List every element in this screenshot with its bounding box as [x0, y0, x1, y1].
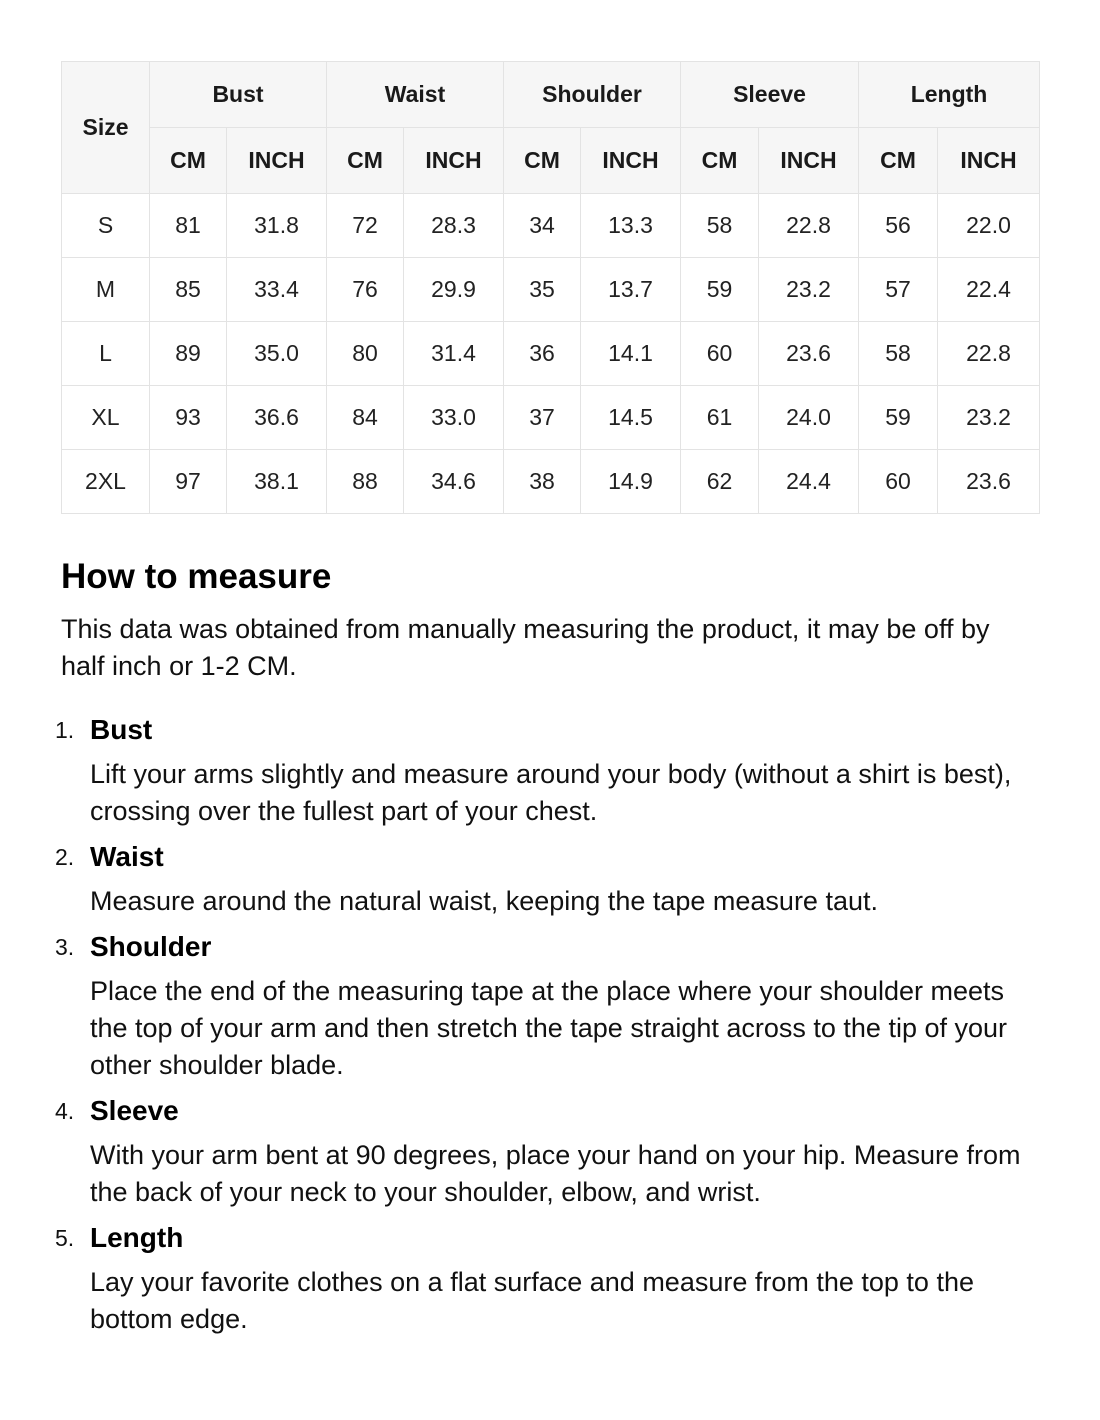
value-cell: 38.1: [227, 450, 327, 514]
step-title: Waist: [90, 841, 164, 872]
value-cell: 23.2: [759, 258, 859, 322]
list-item: [55, 1092, 1039, 1211]
size-cell: L: [62, 322, 150, 386]
value-cell: 56: [859, 194, 938, 258]
list-item: [55, 928, 1039, 1084]
size-cell: XL: [62, 386, 150, 450]
step-title: Bust: [90, 714, 153, 745]
unit-header-inch: INCH: [759, 128, 859, 194]
value-cell: 14.1: [581, 322, 681, 386]
value-cell: 33.4: [227, 258, 327, 322]
value-cell: 36.6: [227, 386, 327, 450]
measure-steps-list: [55, 711, 1039, 1346]
bust-group-header: Bust: [150, 62, 327, 128]
table-row: [62, 386, 1040, 450]
size-column-header: Size: [62, 62, 150, 194]
value-cell: 14.9: [581, 450, 681, 514]
step-number: 5.: [55, 1225, 75, 1251]
value-cell: 76: [327, 258, 404, 322]
unit-header-cm: CM: [327, 128, 404, 194]
header-unit-row: [62, 128, 1040, 194]
value-cell: 28.3: [404, 194, 504, 258]
how-to-measure-title: How to measure: [61, 557, 332, 596]
size-guide: [55, 61, 1039, 1334]
unit-header-cm: CM: [150, 128, 227, 194]
unit-header-inch: INCH: [938, 128, 1040, 194]
value-cell: 22.0: [938, 194, 1040, 258]
table-row: [62, 450, 1040, 514]
unit-header-cm: CM: [504, 128, 581, 194]
value-cell: 89: [150, 322, 227, 386]
step-number: 4.: [55, 1098, 75, 1124]
step-number: 3.: [55, 934, 75, 960]
list-item: [55, 1219, 1039, 1338]
value-cell: 31.8: [227, 194, 327, 258]
value-cell: 58: [681, 194, 759, 258]
value-cell: 34: [504, 194, 581, 258]
value-cell: 37: [504, 386, 581, 450]
value-cell: 88: [327, 450, 404, 514]
value-cell: 13.3: [581, 194, 681, 258]
table-header: [62, 62, 1040, 194]
value-cell: 60: [859, 450, 938, 514]
waist-group-header: Waist: [327, 62, 504, 128]
value-cell: 57: [859, 258, 938, 322]
value-cell: 35.0: [227, 322, 327, 386]
value-cell: 14.5: [581, 386, 681, 450]
value-cell: 22.8: [759, 194, 859, 258]
size-cell: S: [62, 194, 150, 258]
table-row: [62, 258, 1040, 322]
unit-header-inch: INCH: [581, 128, 681, 194]
value-cell: 59: [859, 386, 938, 450]
step-number: 2.: [55, 844, 75, 870]
value-cell: 85: [150, 258, 227, 322]
table-row: [62, 194, 1040, 258]
step-description: Place the end of the measuring tape at the place where your shoulder meets the top of your arm and then stretch the tape straight across to the tip of your other shoulder blade.: [90, 976, 1008, 1080]
unit-header-inch: INCH: [404, 128, 504, 194]
value-cell: 62: [681, 450, 759, 514]
size-chart-table: [61, 61, 1040, 514]
list-item: [55, 838, 1039, 920]
unit-header-inch: INCH: [227, 128, 327, 194]
unit-header-cm: CM: [859, 128, 938, 194]
value-cell: 23.6: [759, 322, 859, 386]
value-cell: 72: [327, 194, 404, 258]
table-row: [62, 322, 1040, 386]
step-description: With your arm bent at 90 degrees, place your hand on your hip. Measure from the back of your neck to your shoulder, elbow, and wrist.: [90, 1140, 1021, 1207]
step-description: Lay your favorite clothes on a flat surface and measure from the top to the bottom edge.: [90, 1267, 974, 1334]
step-description: Lift your arms slightly and measure around your body (without a shirt is best), crossing over the fullest part of your chest.: [90, 759, 1012, 826]
unit-header-cm: CM: [681, 128, 759, 194]
value-cell: 13.7: [581, 258, 681, 322]
value-cell: 84: [327, 386, 404, 450]
step-title: Sleeve: [90, 1095, 179, 1126]
value-cell: 33.0: [404, 386, 504, 450]
value-cell: 34.6: [404, 450, 504, 514]
value-cell: 22.8: [938, 322, 1040, 386]
value-cell: 61: [681, 386, 759, 450]
step-title: Shoulder: [90, 931, 212, 962]
value-cell: 59: [681, 258, 759, 322]
step-title: Length: [90, 1222, 184, 1253]
sleeve-group-header: Sleeve: [681, 62, 859, 128]
header-group-row: [62, 62, 1040, 128]
value-cell: 22.4: [938, 258, 1040, 322]
list-item: [55, 711, 1039, 830]
value-cell: 80: [327, 322, 404, 386]
size-cell: 2XL: [62, 450, 150, 514]
measure-intro-text: This data was obtained from manually measuring the product, it may be off by half inch or 1-2 CM.: [61, 614, 990, 681]
value-cell: 23.6: [938, 450, 1040, 514]
table-body: [62, 194, 1040, 514]
length-group-header: Length: [859, 62, 1040, 128]
value-cell: 36: [504, 322, 581, 386]
value-cell: 31.4: [404, 322, 504, 386]
value-cell: 24.0: [759, 386, 859, 450]
value-cell: 93: [150, 386, 227, 450]
value-cell: 23.2: [938, 386, 1040, 450]
value-cell: 29.9: [404, 258, 504, 322]
value-cell: 24.4: [759, 450, 859, 514]
value-cell: 97: [150, 450, 227, 514]
step-number: 1.: [55, 717, 75, 743]
size-cell: M: [62, 258, 150, 322]
value-cell: 38: [504, 450, 581, 514]
value-cell: 58: [859, 322, 938, 386]
step-description: Measure around the natural waist, keeping the tape measure taut.: [90, 886, 878, 916]
value-cell: 35: [504, 258, 581, 322]
value-cell: 60: [681, 322, 759, 386]
shoulder-group-header: Shoulder: [504, 62, 681, 128]
value-cell: 81: [150, 194, 227, 258]
